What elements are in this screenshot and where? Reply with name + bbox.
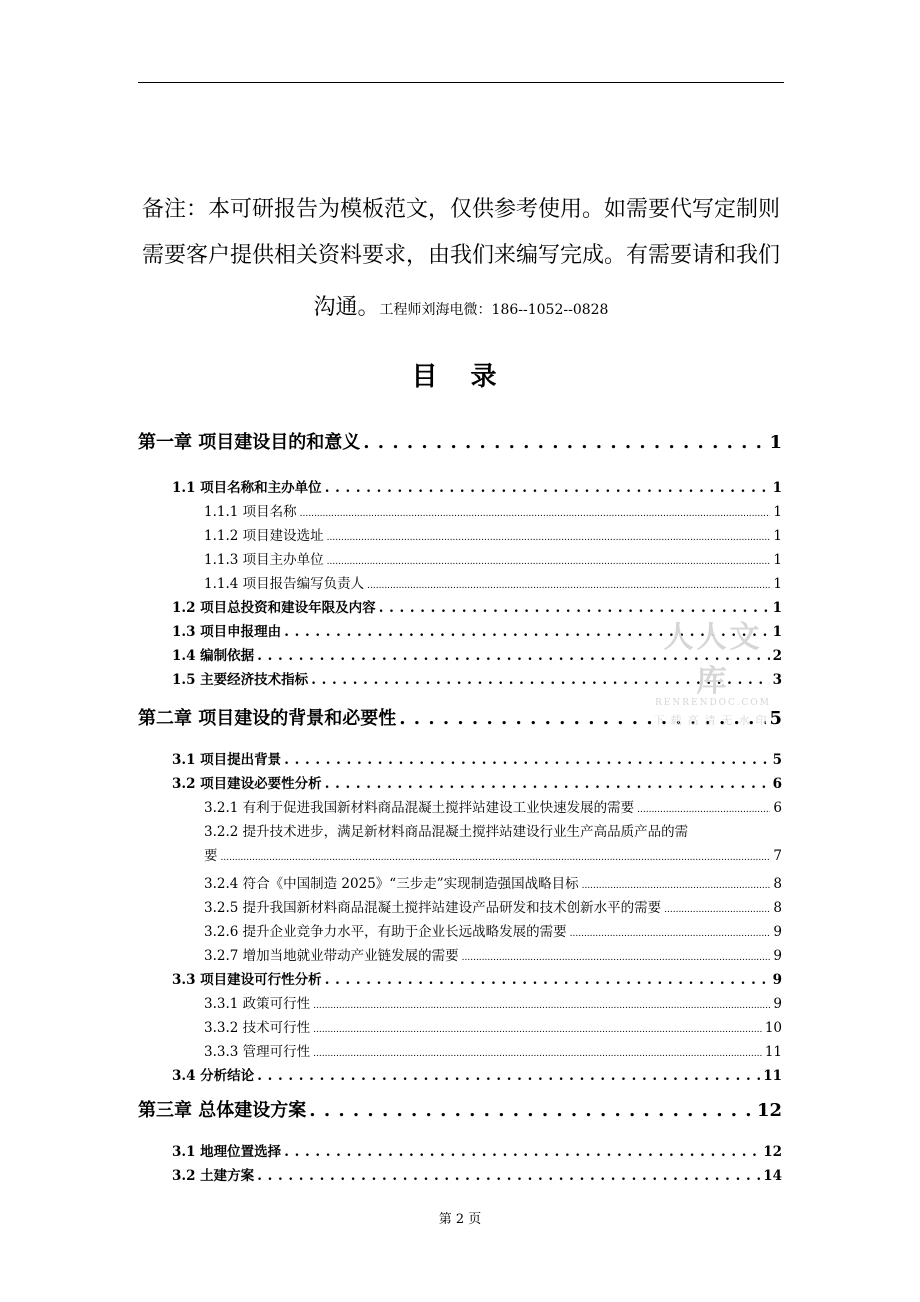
toc-leader-dots (300, 504, 771, 520)
toc-entry[interactable] (138, 572, 782, 592)
toc-entry[interactable] (138, 1140, 782, 1160)
toc-entry-title: 1.1.1 项目名称 (204, 504, 297, 520)
toc-entry-title: 3.3 项目建设可行性分析 (172, 972, 322, 988)
toc-entry[interactable] (138, 1040, 782, 1060)
toc-leader-dots (570, 924, 771, 940)
toc-entry[interactable] (138, 1096, 782, 1122)
toc-entry-title[interactable]: 3.2.2 提升技术进步，满足新材料商品混凝土搅拌站建设行业生产高品质产品的需 (204, 824, 689, 840)
toc-entry-title: 3.2.1 有利于促进我国新材料商品混凝土搅拌站建设工业快速发展的需要 (204, 800, 635, 816)
toc-entry[interactable] (138, 748, 782, 768)
toc-entry-title: 3.2.6 提升企业竞争力水平，有助于企业长远战略发展的需要 (204, 924, 567, 940)
toc-entry-title: 1.1 项目名称和主办单位 (172, 480, 322, 496)
toc-entry[interactable] (138, 796, 782, 816)
toc-entry-page: 1 (772, 480, 782, 496)
toc-leader-dots (462, 948, 771, 964)
toc-entry-page: 6 (773, 800, 782, 816)
toc-entry-page: 5 (772, 752, 782, 768)
toc-entry-title: 1.1.4 项目报告编写负责人 (204, 576, 365, 592)
toc-entry-title: 第一章 项目建设目的和意义 (138, 432, 361, 453)
toc-entry-page: 9 (773, 996, 782, 1012)
toc-leader-dots (313, 1044, 762, 1060)
toc-leader-dots (637, 800, 770, 816)
toc-entry-page: 9 (773, 948, 782, 964)
toc-entry-page: 1 (769, 432, 782, 453)
toc-leader-dots (325, 776, 770, 792)
toc-entry[interactable] (138, 1164, 782, 1184)
toc-entry-title: 3.3.1 政策可行性 (204, 996, 311, 1012)
toc-entry-title: 3.2.4 符合《中国制造 2025》“三步走”实现制造强国战略目标 (204, 876, 579, 892)
toc-entry[interactable] (138, 920, 782, 940)
toc-entry-page: 1 (772, 624, 782, 640)
toc-entry-page: 1 (773, 528, 782, 544)
note-contact: 工程师刘海电微：186--1052--0828 (379, 302, 609, 318)
toc-entry-title: 1.1.2 项目建设选址 (204, 528, 324, 544)
toc-leader-dots (582, 876, 771, 892)
toc-entry-title: 1.3 项目申报理由 (172, 624, 282, 640)
toc-entry[interactable] (138, 500, 782, 520)
toc-entry-page: 11 (764, 1044, 782, 1060)
toc-entry-title: 3.1 项目提出背景 (172, 752, 282, 768)
toc-entry-page: 5 (769, 708, 782, 729)
toc-entry-page: 9 (773, 924, 782, 940)
toc-leader-dots (284, 752, 769, 768)
toc-entry-title: 1.4 编制依据 (172, 648, 255, 664)
toc-entry[interactable] (138, 476, 782, 496)
note-line-3-main: 沟通。 (313, 295, 380, 320)
toc-entry[interactable] (138, 872, 782, 892)
toc-entry[interactable] (138, 1016, 782, 1036)
toc-entry-page: 1 (772, 600, 782, 616)
toc-entry[interactable] (138, 548, 782, 568)
toc-entry-page: 10 (764, 1020, 782, 1036)
note-line-2: 需要客户提供相关资料要求，由我们来编写完成。有需要请和我们 (141, 243, 780, 268)
toc-entry-title: 1.1.3 项目主办单位 (204, 552, 324, 568)
note-line-3 (138, 290, 784, 321)
toc-entry-page: 12 (763, 1144, 782, 1160)
note-line-1: 备注：本可研报告为模板范文，仅供参考使用。如需要代写定制则 (141, 197, 780, 222)
toc-entry-page: 6 (772, 776, 782, 792)
toc-entry-page: 11 (763, 1068, 782, 1084)
page-number: 第 2 页 (438, 1212, 482, 1227)
toc-entry-page: 3 (772, 672, 782, 688)
toc-entry-page: 8 (773, 876, 782, 892)
toc-entry-title: 3.4 分析结论 (172, 1068, 255, 1084)
toc-entry-page: 8 (773, 900, 782, 916)
toc-leader-dots (313, 1020, 762, 1036)
toc-leader-dots (309, 1100, 754, 1121)
toc-entry[interactable] (138, 772, 782, 792)
toc-entry-title-continued: 要 (204, 848, 218, 864)
toc-leader-dots (325, 480, 770, 496)
toc-entry-title: 3.3.2 技术可行性 (204, 1020, 311, 1036)
toc-entry[interactable] (138, 428, 782, 454)
toc-leader-dots (257, 1068, 760, 1084)
toc-entry-title: 1.2 项目总投资和建设年限及内容 (172, 600, 376, 616)
toc-entry[interactable] (138, 896, 782, 916)
watermark-domain: RENRENDOC.COM (655, 698, 771, 708)
toc-entry-title: 3.2.5 提升我国新材料商品混凝土搅拌站建设产品研发和技术创新水平的需要 (204, 900, 662, 916)
toc-entry[interactable] (138, 524, 782, 544)
toc-entry[interactable] (138, 968, 782, 988)
toc-entry-title: 3.2.7 增加当地就业带动产业链发展的需要 (204, 948, 459, 964)
toc-leader-dots (363, 432, 766, 453)
toc-entry[interactable] (138, 992, 782, 1012)
watermark (648, 612, 778, 728)
toc-title: 目 录 (411, 362, 509, 392)
toc-entry-title: 3.1 地理位置选择 (172, 1144, 282, 1160)
watermark-slogan: 下载高清无水印 (653, 714, 773, 727)
toc-leader-dots (313, 996, 770, 1012)
toc-entry-title: 第三章 总体建设方案 (138, 1100, 307, 1121)
toc-leader-dots (327, 528, 771, 544)
header-rule (138, 82, 784, 83)
toc-entry-page: 14 (763, 1168, 782, 1184)
toc-entry[interactable] (138, 1064, 782, 1084)
toc-entry-title: 3.2 土建方案 (172, 1168, 255, 1184)
toc-entry-title: 3.2 项目建设必要性分析 (172, 776, 322, 792)
toc-entry-title: 第二章 项目建设的背景和必要性 (138, 708, 397, 729)
toc-entry-page: 1 (773, 504, 782, 520)
toc-entry-page: 1 (773, 552, 782, 568)
toc-entry-page: 1 (773, 576, 782, 592)
toc-leader-dots (221, 848, 771, 864)
toc-leader-dots (664, 900, 770, 916)
toc-leader-dots (367, 576, 770, 592)
toc-entry-page: 2 (772, 648, 782, 664)
toc-entry-page: 7 (773, 848, 782, 864)
toc-entry[interactable] (138, 844, 782, 864)
toc-entry-title: 1.5 主要经济技术指标 (172, 672, 309, 688)
watermark-title: 人人文库 (663, 620, 763, 699)
toc-entry-page: 9 (772, 972, 782, 988)
toc-leader-dots (257, 1168, 760, 1184)
toc-leader-dots (325, 972, 770, 988)
toc-entry-page: 12 (756, 1100, 782, 1121)
toc-leader-dots (327, 552, 771, 568)
toc-leader-dots (284, 1144, 760, 1160)
toc-entry[interactable] (138, 944, 782, 964)
toc-entry-title: 3.3.3 管理可行性 (204, 1044, 311, 1060)
